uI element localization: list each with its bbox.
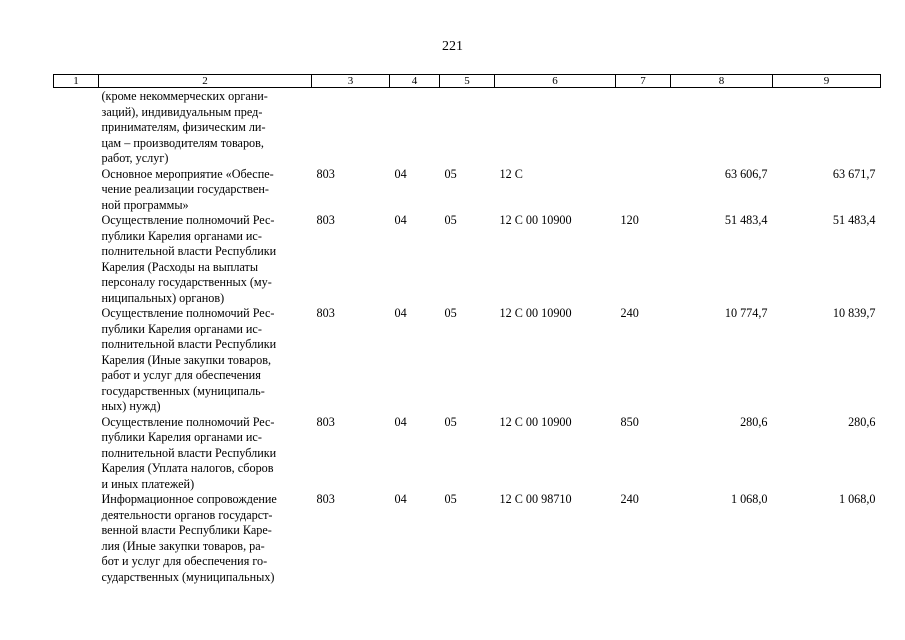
- description-line: цам – производителям товаров,: [101, 135, 264, 150]
- cell-col-1: [54, 415, 99, 493]
- description-line: Осуществление полномочий Рес-: [101, 414, 275, 429]
- table-row: [54, 415, 881, 493]
- column-header-6: 6: [495, 75, 616, 88]
- cell-amount-year-2: 1 068,0: [838, 492, 876, 506]
- table-row: [54, 167, 881, 214]
- cell-description: [99, 415, 312, 493]
- cell-amount-year-2: 280,6: [848, 414, 876, 429]
- cell-expense-type: [616, 167, 671, 214]
- cell-ministry-code: [312, 88, 390, 167]
- description-line: Осуществление полномочий Рес-: [101, 306, 275, 320]
- description-line: Карелия (Расходы на выплаты: [101, 259, 259, 274]
- cell-amount-year-2: 10 839,7: [832, 306, 876, 320]
- cell-subsection-code: 05: [444, 492, 457, 506]
- cell-section-code: 04: [394, 414, 407, 429]
- cell-expense-type: 240: [620, 492, 639, 506]
- description-line: полнительной власти Республики: [101, 445, 277, 460]
- column-header-9: 9: [773, 75, 881, 88]
- cell-target-article: 12 С 00 10900: [499, 414, 572, 429]
- description-line: Карелия (Иные закупки товаров,: [101, 352, 271, 367]
- cell-description: [99, 88, 312, 167]
- description-line: работ, услуг): [101, 151, 169, 165]
- cell-target-article: 12 С 00 98710: [499, 492, 572, 506]
- cell-section-code: [390, 88, 440, 167]
- cell-col-1: [54, 492, 99, 585]
- cell-subsection-code: 05: [444, 166, 457, 181]
- description-line: Информационное сопровождение: [101, 492, 277, 506]
- description-line: лия (Иные закупки товаров, ра-: [101, 538, 265, 553]
- description-line: работ и услуг для обеспечения: [101, 368, 261, 382]
- cell-amount-year-1: 1 068,0: [730, 492, 768, 506]
- description-line: (кроме некоммерческих органи-: [101, 89, 268, 103]
- description-line: деятельности органов государст-: [101, 507, 273, 522]
- column-header-7: 7: [616, 75, 671, 88]
- cell-subsection-code: 05: [444, 414, 457, 429]
- description-line: заций), индивидуальным пред-: [101, 104, 263, 119]
- cell-ministry-code: 803: [316, 213, 335, 227]
- column-header-3: 3: [312, 75, 390, 88]
- description-line: принимателям, физическим ли-: [101, 120, 266, 134]
- description-line: Карелия (Уплата налогов, сборов: [101, 461, 274, 475]
- table-row: [54, 492, 881, 585]
- cell-amount-year-1: 63 606,7: [724, 166, 768, 181]
- cell-amount-year-1: 10 774,7: [724, 306, 768, 320]
- cell-section-code: 04: [394, 492, 407, 506]
- column-header-5: 5: [440, 75, 495, 88]
- cell-section-code: 04: [394, 166, 407, 181]
- cell-description: [99, 492, 312, 585]
- cell-target-article: 12 С: [499, 166, 523, 181]
- cell-target-article: 12 С 00 10900: [499, 213, 572, 227]
- cell-ministry-code: 803: [316, 492, 335, 506]
- cell-expense-type: 120: [620, 213, 639, 227]
- cell-section-code: 04: [394, 306, 407, 320]
- cell-description: [99, 213, 312, 306]
- cell-subsection-code: [440, 88, 495, 167]
- table-header-row: [54, 75, 881, 88]
- description-line: ниципальных) органов): [101, 290, 225, 305]
- budget-table: [53, 74, 881, 585]
- description-line: публики Карелия органами ис-: [101, 430, 262, 444]
- description-line: венной власти Республики Каре-: [101, 523, 272, 537]
- cell-section-code: 04: [394, 213, 407, 227]
- description-line: ных) нужд): [101, 399, 161, 413]
- column-header-2: 2: [99, 75, 312, 88]
- cell-expense-type: [616, 88, 671, 167]
- description-line: сударственных (муниципальных): [101, 569, 275, 584]
- cell-col-1: [54, 213, 99, 306]
- description-line: публики Карелия органами ис-: [101, 321, 262, 336]
- cell-ministry-code: 803: [316, 414, 335, 429]
- cell-col-1: [54, 167, 99, 214]
- table-row: [54, 88, 881, 167]
- description-line: полнительной власти Республики: [101, 337, 277, 351]
- description-line: государственных (муниципаль-: [101, 383, 265, 398]
- table-body: [54, 88, 881, 586]
- cell-expense-type: 240: [620, 306, 639, 320]
- cell-description: [99, 167, 312, 214]
- description-line: чение реализации государствен-: [101, 182, 269, 196]
- table-row: [54, 213, 881, 306]
- description-line: Осуществление полномочий Рес-: [101, 213, 275, 227]
- cell-description: [99, 306, 312, 415]
- cell-amount-year-1: 280,6: [740, 414, 768, 429]
- description-line: ной программы»: [101, 197, 189, 212]
- table-row: [54, 306, 881, 415]
- cell-subsection-code: 05: [444, 306, 457, 320]
- cell-col-1: [54, 88, 99, 167]
- description-line: Основное мероприятие «Обеспе-: [101, 166, 274, 181]
- cell-amount-year-1: [671, 88, 773, 167]
- cell-amount-year-2: 51 483,4: [832, 213, 876, 227]
- cell-amount-year-2: [773, 88, 881, 167]
- cell-expense-type: 850: [620, 414, 639, 429]
- cell-target-article: [495, 88, 616, 167]
- column-header-1: 1: [54, 75, 99, 88]
- description-line: персоналу государственных (му-: [101, 275, 272, 289]
- cell-amount-year-1: 51 483,4: [724, 213, 768, 227]
- column-header-4: 4: [390, 75, 440, 88]
- cell-ministry-code: 803: [316, 166, 335, 181]
- cell-subsection-code: 05: [444, 213, 457, 227]
- page-number: 221: [442, 39, 463, 54]
- description-line: и иных платежей): [101, 476, 195, 491]
- description-line: полнительной власти Республики: [101, 244, 277, 258]
- cell-amount-year-2: 63 671,7: [832, 166, 876, 181]
- column-header-8: 8: [671, 75, 773, 88]
- cell-col-1: [54, 306, 99, 415]
- description-line: публики Карелия органами ис-: [101, 228, 262, 243]
- cell-ministry-code: 803: [316, 306, 335, 320]
- cell-target-article: 12 С 00 10900: [499, 306, 572, 320]
- description-line: бот и услуг для обеспечения го-: [101, 554, 268, 568]
